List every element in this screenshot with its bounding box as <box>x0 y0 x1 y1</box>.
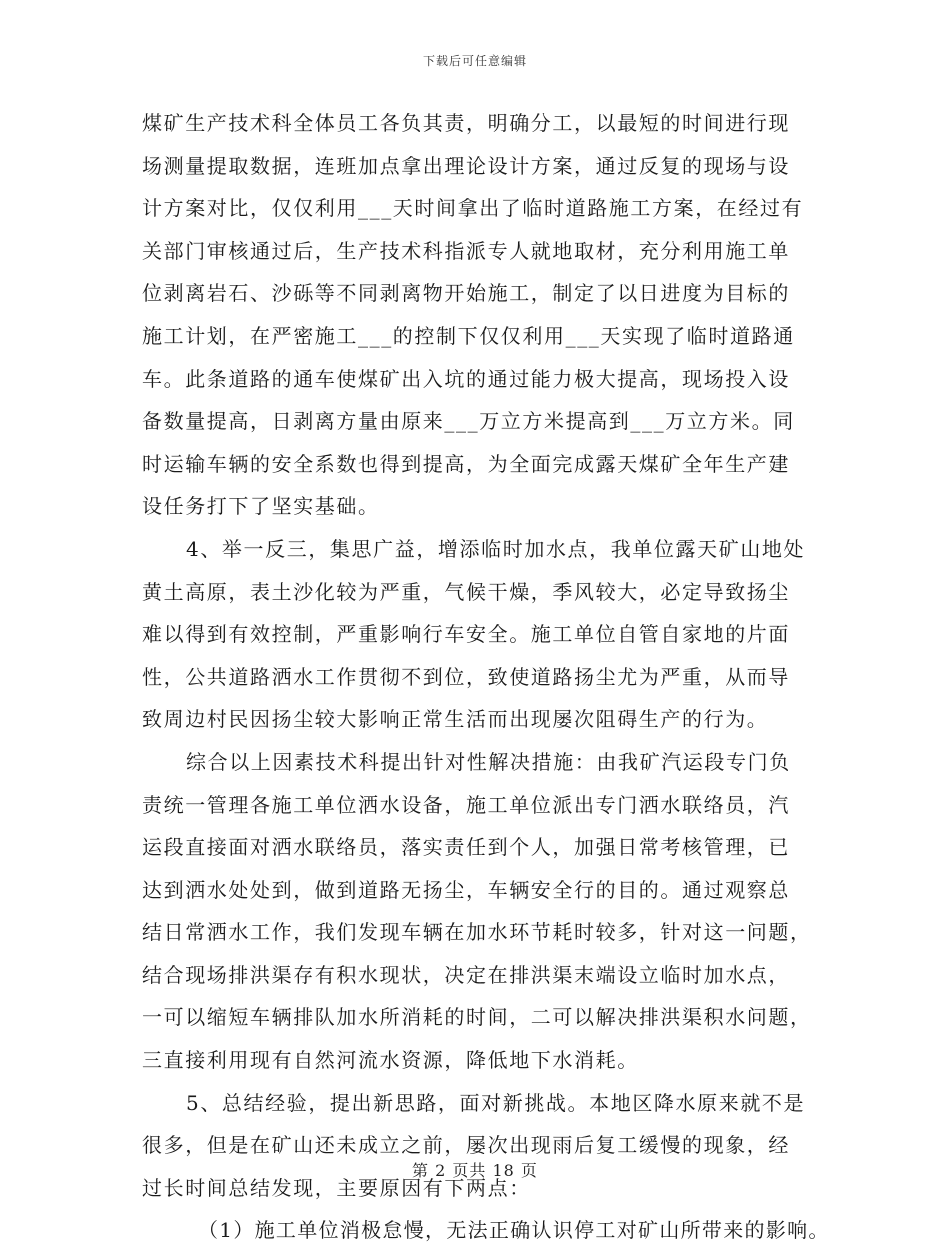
text-line: 场测量提取数据，连班加点拿出理论设计方案，通过反复的现场与设 <box>142 153 790 178</box>
text-line: 结日常洒水工作，我们发现车辆在加水环节耗时较多，针对这一问题， <box>142 920 812 945</box>
text-line: 结合现场排洪渠存有积水现状，决定在排洪渠末端设立临时加水点， <box>142 962 790 987</box>
list-item-line: （1）施工单位消极怠慢，无法正确认识停工对矿山所带来的影响。 <box>198 1218 830 1243</box>
paragraph-start-line: 5、总结经验，提出新思路，面对新挑战。本地区降水原来就不是 <box>186 1090 806 1115</box>
text-line: 施工计划，在严密施工___的控制下仅仅利用___天实现了临时道路通 <box>142 323 795 348</box>
text-line: 关部门审核通过后，生产技术科指派专人就地取材，充分利用施工单 <box>142 238 790 263</box>
page-footer: 第 2 页共 18 页 <box>412 1161 538 1180</box>
text-line: 设任务打下了坚实基础。 <box>142 494 380 519</box>
text-line: 很多，但是在矿山还未成立之前，屡次出现雨后复工缓慢的现象，经 <box>142 1133 790 1158</box>
text-line: 过长时间总结发现，主要原因有下两点： <box>142 1175 531 1200</box>
text-line: 车。此条道路的通车使煤矿出入坑的通过能力极大提高，现场投入设 <box>142 366 790 391</box>
text-line: 时运输车辆的安全系数也得到提高，为全面完成露天煤矿全年生产建 <box>142 451 790 476</box>
text-line: 一可以缩短车辆排队加水所消耗的时间，二可以解决排洪渠积水问题， <box>142 1005 812 1030</box>
text-line: 性，公共道路洒水工作贯彻不到位，致使道路扬尘尤为严重，从而导 <box>142 664 790 689</box>
text-line: 计方案对比，仅仅利用___天时间拿出了临时道路施工方案，在经过有 <box>142 196 804 221</box>
text-line: 责统一管理各施工单位洒水设备，施工单位派出专门洒水联络员，汽 <box>142 792 790 817</box>
text-line: 黄土高原，表土沙化较为严重，气候干燥，季风较大，必定导致扬尘 <box>142 579 790 604</box>
text-line: 运段直接面对洒水联络员，落实责任到个人，加强日常考核管理，已 <box>142 835 790 860</box>
text-line: 位剥离岩石、沙砾等不同剥离物开始施工，制定了以日进度为目标的 <box>142 281 790 306</box>
text-line: 煤矿生产技术科全体员工各负其责，明确分工，以最短的时间进行现 <box>142 111 790 135</box>
paragraph-start-line: 4、举一反三，集思广益，增添临时加水点，我单位露天矿山地处 <box>186 536 806 561</box>
document-body <box>142 102 830 1252</box>
text-line: 备数量提高，日剥离方量由原来___万立方米提高到___万立方米。同 <box>142 409 795 434</box>
text-line: 难以得到有效控制，严重影响行车安全。施工单位自管自家地的片面 <box>142 622 790 647</box>
text-line: 达到洒水处处到，做到道路无扬尘，车辆安全行的目的。通过观察总 <box>142 877 790 902</box>
paragraph-start-line: 综合以上因素技术科提出针对性解决措施：由我矿汽运段专门负 <box>186 749 791 774</box>
text-line: 致周边村民因扬尘较大影响正常生活而出现屡次阻碍生产的行为。 <box>142 707 769 732</box>
text-line: 三直接利用现有自然河流水资源，降低地下水消耗。 <box>142 1048 639 1073</box>
page-header: 下载后可任意编辑 <box>422 54 527 68</box>
